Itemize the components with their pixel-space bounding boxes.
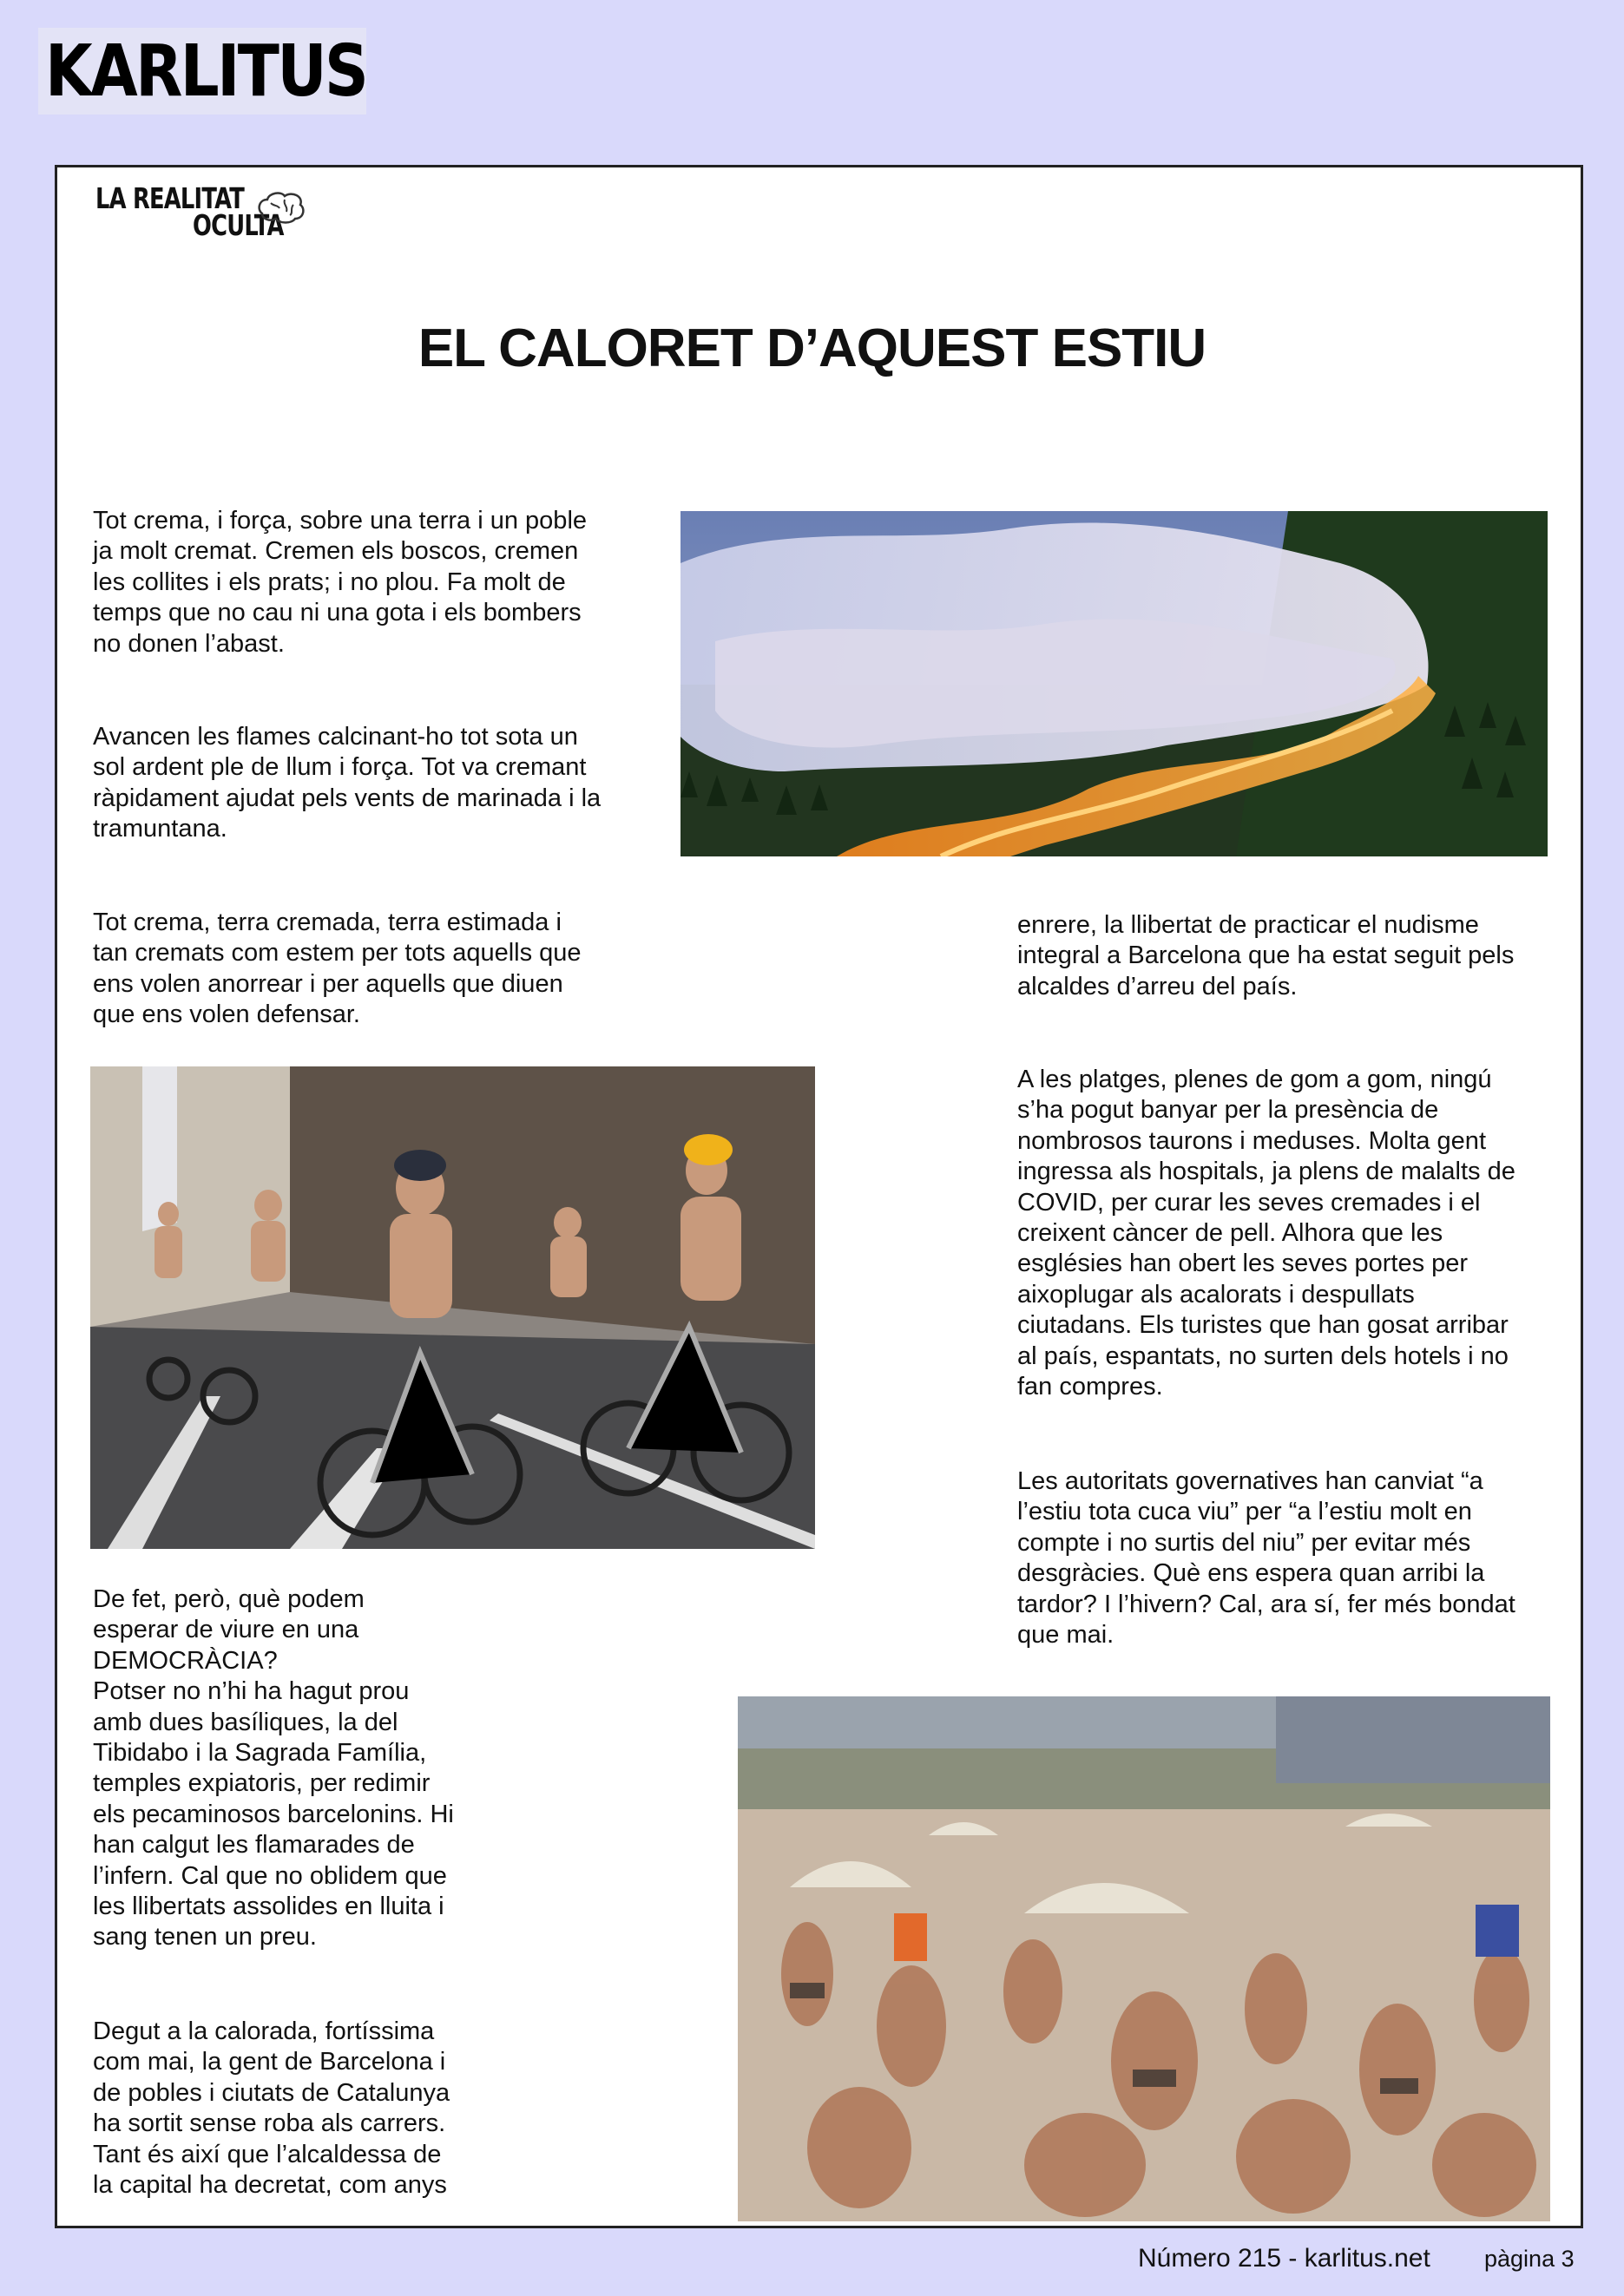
masthead (38, 28, 366, 115)
paragraph-2: Avancen les flames calcinant-ho tot sota un sol ardent ple de llum i força. Tot va cremant ràpidament ajudat pels vents de marinada i la tramuntana. (93, 723, 602, 843)
paragraph-3: Tot crema, terra cremada, terra estimada i tan cremats com estem per tots aquells que ens volen anorrear i per aquells que diuen que ens volen defensar. (93, 909, 582, 1029)
naked-cyclists-photo (90, 1066, 815, 1549)
section-logo (95, 181, 312, 242)
article-headline: EL CALORET D’AQUEST ESTIU (418, 318, 1206, 378)
forest-fire-photo (681, 511, 1548, 856)
issue-number: Número 215 - karlitus.net (1138, 2244, 1430, 2273)
brain-icon (255, 189, 307, 227)
paragraph-8: Les autoritats governatives han canviat “a l’estiu tota cuca viu” per “a l’estiu molt en compte i no surtis del niu” per evitar més desgràcies. Què ens espera quan arribi la tardor? I l’hivern? Cal, ara sí, fer més bondat que mai. (1017, 1467, 1516, 1650)
paragraph-7: A les platges, plenes de gom a gom, ningú s’ha pogut banyar per la presència de nombrosos taurons i meduses. Molta gent ingressa als hospitals, ja plens de malalts de COVID, per curar les seves cremades i el creixent càncer de pell. Alhora que les esglésies han obert les seves portes per aixoplugar als acalorats i despullats ciutadans. Els turistes que han gosat arribar al país, espantats, no surten dels hotels i no fan compres. (1017, 1066, 1516, 1401)
paragraph-1: Tot crema, i força, sobre una terra i un poble ja molt cremat. Cremen els boscos, cremen les collites i els prats; i no plou. Fa molt de temps que no cau ni una gota i els bombers no donen l’abast. (93, 507, 588, 658)
section-logo-line1: LA REALITAT (95, 181, 245, 215)
section-logo-line2: OCULTA (193, 208, 284, 242)
paragraph-6: enrere, la llibertat de practicar el nudisme integral a Barcelona que ha estat seguit pels alcaldes d’arreu del país. (1017, 911, 1515, 1000)
masthead-title: KARLITUS (45, 30, 367, 113)
crowded-beach-photo (738, 1696, 1550, 2221)
paragraph-5: Degut a la calorada, fortíssima com mai, la gent de Barcelona i de pobles i ciutats de Catalunya ha sortit sense roba als carrers. Tant és així que l’alcaldessa de la capital ha decretat, com anys (93, 2017, 450, 2200)
paragraph-4: De fet, però, què podem esperar de viure en una DEMOCRÀCIA? Potser no n’hi ha hagut prou amb dues basíliques, la del Tibidabo i la Sagrada Família, temples expiatoris, per redimir els pecaminosos barcelonins. Hi han calgut les flamarades de l’infern. Cal que no oblidem que les llibertats assolides en lluita i sang tenen un preu. (93, 1585, 454, 1952)
page-number: pàgina 3 (1484, 2246, 1575, 2272)
